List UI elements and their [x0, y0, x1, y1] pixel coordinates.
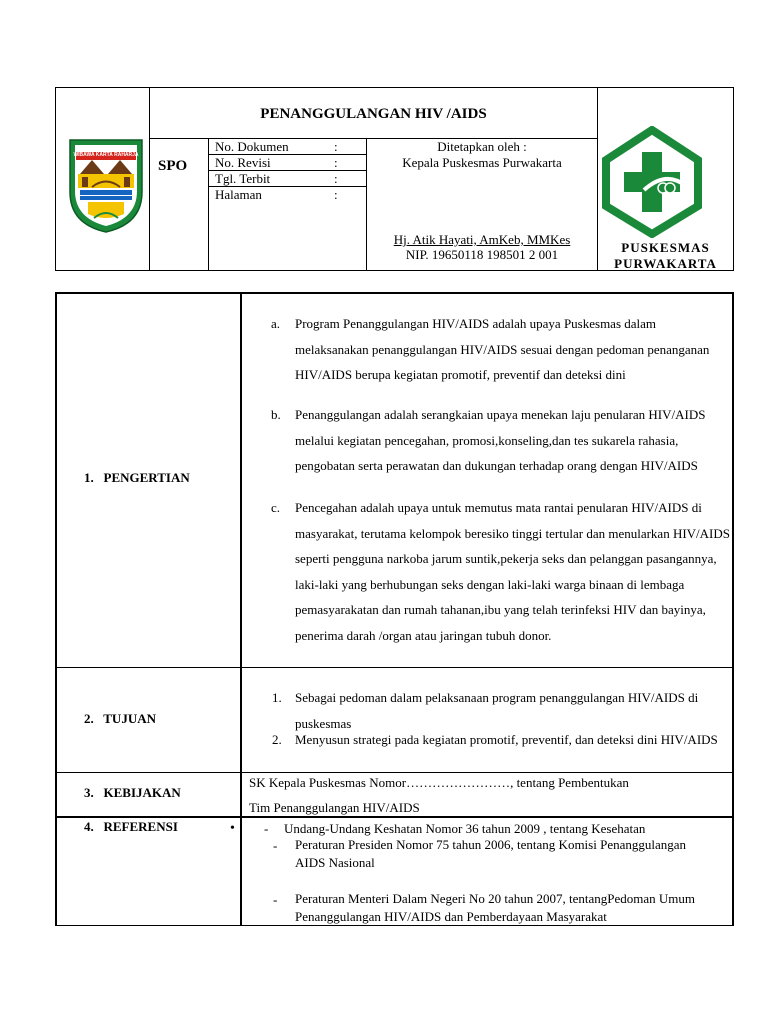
list-item: Peraturan Menteri Dalam Negeri No 20 tahun 2007, tentangPedoman Umum Penanggulangan HIV/AIDS dan Pemberdayaan Masyarakat [295, 891, 696, 924]
list-item: Pencegahan adalah upaya untuk memutus mata rantai penularan HIV/AIDS di masyarakat, terutama kelompok beresiko tinggi tertular dan menularkan HIV/AIDS seperti pengguna narkoba jarum suntik,pekerja seks dan pelanggan pasangannya, laki-laki yang berhubungan seks dengan laki-laki warga binaan di lembaga pemasyarakatan dan rumah tahanan,ibu yang telah terinfeksi HIV dan bayinya, penerima darah /organ atau jaringan tubuh donor. [295, 500, 731, 643]
field-separator: : [334, 139, 338, 154]
kabupaten-logo-motto: WIBAWA KARTA RAHARJA [73, 152, 139, 158]
puskesmas-logo-line2: PURWAKARTA [614, 256, 717, 271]
field-separator: : [334, 187, 338, 202]
signer-name: Hj. Atik Hayati, AmKeb, MMKes [393, 232, 571, 247]
section-label: 1. PENGERTIAN [84, 470, 190, 485]
list-marker: - [273, 838, 278, 853]
list-item: Peraturan Presiden Nomor 75 tahun 2006, tentang Komisi Penanggulangan AIDS Nasional [295, 837, 687, 870]
kepala-label: Kepala Puskesmas Purwakarta [402, 155, 562, 170]
list-marker: b. [271, 407, 281, 422]
list-marker: 1. [272, 690, 282, 705]
bullet-marker: • [230, 821, 235, 836]
list-marker: c. [271, 500, 281, 515]
kebijakan-line1: SK Kepala Puskesmas Nomor……………………, tentang Pembentukan [249, 775, 629, 790]
puskesmas-logo [600, 126, 704, 238]
field-label: No. Dokumen [215, 139, 289, 154]
field-label: Halaman [215, 187, 262, 202]
field-separator: : [334, 171, 338, 186]
puskesmas-logo-line1: PUSKESMAS [621, 240, 710, 255]
section-label: 3. KEBIJAKAN [84, 785, 181, 800]
list-marker: - [264, 821, 269, 836]
field-label: Tgl. Terbit [215, 171, 271, 186]
field-separator: : [334, 155, 338, 170]
field-label: No. Revisi [215, 155, 271, 170]
list-item: Menyusun strategi pada kegiatan promotif, preventif, dan deteksi dini HIV/AIDS [295, 732, 718, 747]
section-label: 2. TUJUAN [84, 711, 156, 726]
list-marker: - [273, 892, 278, 907]
list-item: Undang-Undang Keshatan Nomor 36 tahun 2009 , tentang Kesehatan [284, 821, 646, 836]
list-item: Program Penanggulangan HIV/AIDS adalah upaya Puskesmas dalam melaksanakan penanggulangan HIV/AIDS sesuai dengan pedoman penanganan HIV/AIDS berupa kegiatan promotif, preventif dan deteksi dini [295, 316, 710, 382]
list-marker: 2. [272, 732, 282, 747]
signer-nip: NIP. 19650118 198501 2 001 [405, 247, 559, 262]
kebijakan-line2: Tim Penanggulangan HIV/AIDS [249, 800, 420, 815]
kabupaten-logo [66, 134, 146, 234]
list-item: Sebagai pedoman dalam pelaksanaan program penanggulangan HIV/AIDS di puskesmas [295, 690, 699, 731]
list-item: Penanggulangan adalah serangkaian upaya menekan laju penularan HIV/AIDS melalui kegiatan pencegahan, promosi,konseling,dan tes sukarela rahasia, pengobatan serta perawatan dan dukungan terhadap orang dengan HIV/AIDS [295, 407, 706, 473]
list-marker: a. [271, 316, 281, 331]
spo-label: SPO [158, 158, 188, 174]
section-label: 4. REFERENSI [84, 819, 178, 834]
ditetapkan-label: Ditetapkan oleh : [437, 139, 527, 154]
document-title: PENANGGULANGAN HIV /AIDS [260, 106, 487, 122]
